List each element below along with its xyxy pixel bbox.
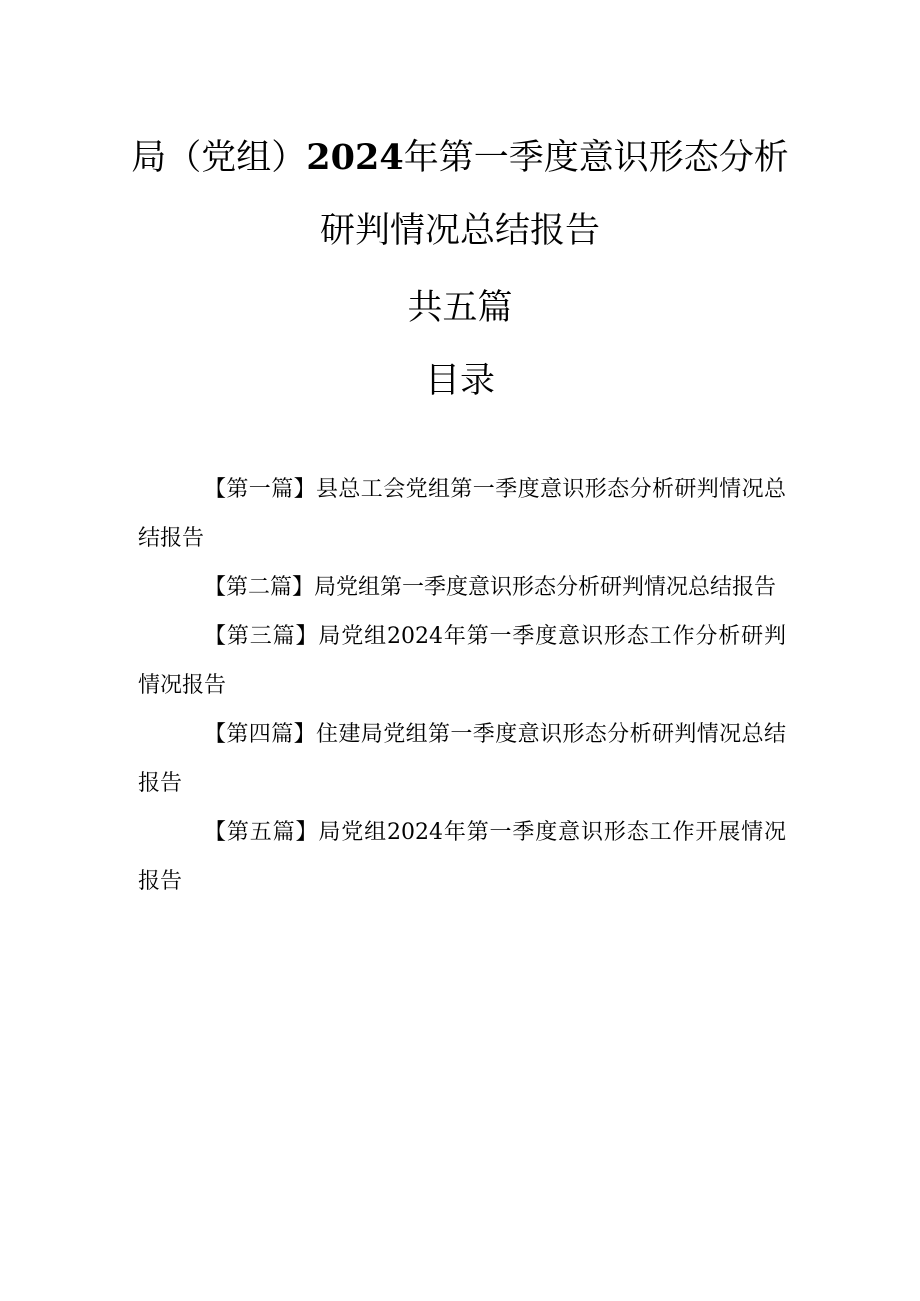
- toc-entry-label: 【第四篇】: [204, 722, 316, 747]
- toc-entry-year: 2024: [386, 820, 443, 845]
- toc-entry-label: 【第三篇】: [204, 624, 319, 649]
- toc-entry-1[interactable]: [138, 465, 786, 563]
- toc-heading: 目录: [424, 361, 495, 401]
- document-title-line-1: [0, 136, 920, 180]
- document-title-line-2: 研判情况总结报告: [319, 211, 600, 251]
- toc-entry-text: 局党组: [318, 820, 387, 845]
- toc-entry-text: 局党组: [318, 624, 387, 649]
- toc-entry-label: 【第一篇】: [204, 477, 316, 502]
- toc-entry-text-after: 年第一季度意识形态工作分析研判情况报告: [138, 624, 786, 698]
- title-part-1: 局（党组）: [131, 138, 307, 178]
- toc-entry-label: 【第二篇】: [204, 575, 315, 600]
- toc-entry-text: 住建局党组第一季度意识形态分析研判情况总结报告: [138, 722, 786, 796]
- toc-entry-4[interactable]: [138, 710, 786, 808]
- title-year: 2024: [306, 137, 404, 178]
- table-of-contents: [138, 465, 786, 906]
- title-part-2: 年第一季度意识形态分析: [403, 138, 789, 178]
- document-subtitle: 共五篇: [407, 288, 513, 328]
- toc-entry-text-after: 年第一季度意识形态工作开展情况报告: [138, 820, 786, 894]
- toc-entry-3[interactable]: [138, 612, 786, 710]
- toc-entry-label: 【第五篇】: [204, 820, 319, 845]
- toc-entry-5[interactable]: [138, 808, 786, 906]
- toc-entry-text: 局党组第一季度意识形态分析研判情况总结报告: [314, 575, 777, 600]
- toc-entry-year: 2024: [386, 624, 443, 649]
- toc-entry-text: 县总工会党组第一季度意识形态分析研判情况总结报告: [138, 477, 786, 551]
- toc-entry-2[interactable]: [138, 563, 786, 612]
